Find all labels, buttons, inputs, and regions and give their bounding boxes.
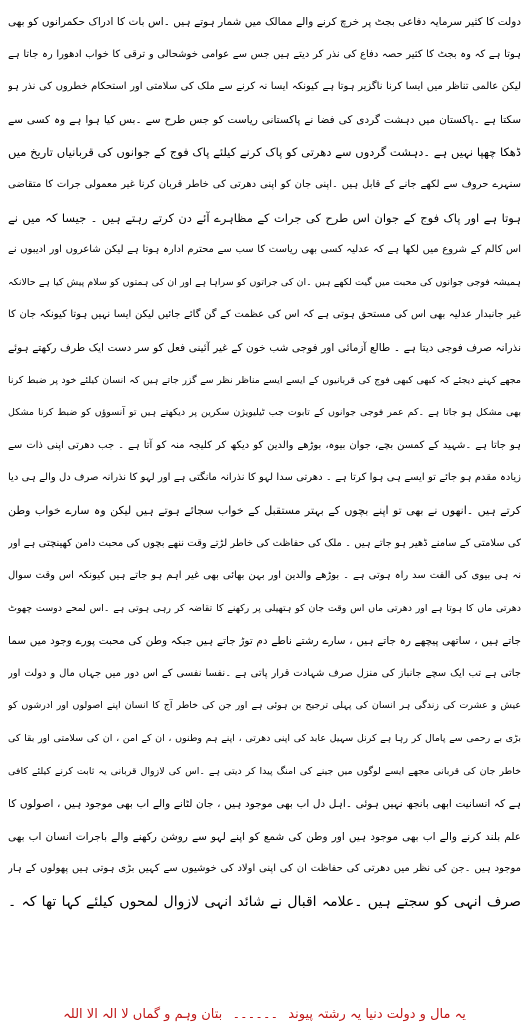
article-line: علم بلند کرنے والے اب بھی موجود ہیں اور وطن کی شمع کو اپنے لہو سے روشن رکھنے والے باجرات انسان اب بھی (8, 830, 521, 843)
article-line: ہے کہ انسانیت ابھی بانجھ نہیں ہوئی ۔اہل دل اب بھی موجود ہیں ، جان لٹانے والے اب بھی موجود ہیں ، اصولوں کا (8, 798, 521, 811)
article-line: ہو جاتا ہے ۔شہید کے کمسن بچے، جوان بیوہ، بوڑھے والدین کو دیکھ کر کلیجہ منہ کو آتا ہے ۔ جب دھرتی اپنی ذات سے (8, 439, 521, 451)
article-line: کرتے ہیں ۔انھوں نے بھی تو اپنے بچوں کے بہتر مستقبل کے خواب سجائے ہوتے ہیں لیکن وہ سارے خواب وطن (8, 503, 521, 517)
article-line: عیش و عشرت کی زندگی ہر انسان کی پہلی ترجیح بن ہوئی ہے اور جن کی خاطر آج کا انسان اپنے اصولوں اور ادرشوں کو (8, 700, 521, 712)
article-line: بھی مشکل ہو جاتا ہے ۔کم عمر فوجی جوانوں کے تابوت جب ٹیلیویژن سکرین پر دیکھتے ہیں تو آنسوؤں کو ضبط کرنا مشکل (8, 407, 521, 419)
article-line: سکتا ہے ۔پاکستان میں دہشت گردی کی فضا نے پاکستانی ریاست کو جس طرح سے ۔بس کیا ہوا ہے وہ کسی سے (8, 113, 521, 126)
article-line: دولت کا کثیر سرمایہ دفاعی بجٹ پر خرچ کرنے والے ممالک میں شمار ہوتے ہیں ۔اس بات کا ادراک حکمرانوں کو بھی (8, 16, 521, 28)
article-body (8, 6, 521, 919)
article-line: ڈھکا چھپا نہیں ہے ۔دہشت گردوں سے دھرتی کو پاک کرنے کیلئے پاک فوج کے جوانوں کی قربانیاں تاریخ میں (8, 145, 521, 160)
article-line: جاتے ہیں ، ساتھی پیچھے رہ جاتے ہیں ، سارے رشتے ناطے دم توڑ جاتے ہیں جبکہ وطن کی محبت پورے وجود میں سما (8, 635, 521, 648)
article-line: ہوتا ہے کہ وہ بجٹ کا کثیر حصہ دفاع کی نذر کر دیتے ہیں جس سے عوامی خوشحالی و ترقی کا خواب ادھورا رہ جاتا ہے (8, 48, 521, 60)
article-line: موجود ہیں ۔جن کی نظر میں دھرتی کی حفاظت ان کی اپنی اولاد کی خوشیوں سے کہیں بڑی ہوتی ہیں پھولوں کے ہار (8, 863, 521, 875)
verse-first-half: یہ مال و دولت دنیا یہ رشتہ پیوند (288, 1007, 466, 1022)
verse-second-half: بتان وہم و گماں لا الہ الا اللہ (63, 1007, 223, 1022)
article-line: صرف انہی کو سجتے ہیں ۔علامہ اقبال نے شائد انہی لازوال لمحوں کیلئے کہا تھا کہ ۔ (8, 894, 521, 911)
article-line: نہ ہی بیوی کی الفت سد راہ ہوتی ہے ۔ بوڑھے والدین اور بہن بھائی بھی غیر اہم ہو جاتے ہیں کیونکہ اس وقت سوال (8, 570, 521, 582)
article-line: ہوتا ہے اور پاک فوج کے جوان اس طرح کی جرات کے مظاہرے آئے دن کرتے رہتے ہیں ۔ جیسا کہ میں نے (8, 210, 521, 225)
article-line: مجھے کہنے دیجئے کہ کبھی کبھی فوج کی قربانیوں کے ایسے ایسے مناظر نظر سے گزر جاتے ہیں کہ انسان کیلئے خود پر ضبط کرنا (8, 374, 521, 386)
verse-separator: ۔۔۔۔۔۔ (232, 1007, 279, 1022)
article-line: دھرتی ماں کا ہوتا ہے اور دھرتی ماں اس وقت جان کو ہتھیلی پر رکھنے کا تقاضہ کر رہی ہوتی ہے ۔اس لمحے دوست چھوٹ (8, 602, 521, 614)
article-line: غیر جانبدار عدلیہ بھی اس کی مستحق ہوتی ہے کہ اس کی عظمت کے گن گائے جائیں لیکن ایسا نہیں ہوتا کیونکہ جان کا (8, 309, 521, 321)
article-line: نذرانہ صرف فوجی دیتا ہے ۔ طالع آزمائی اور فوجی شب خون کے غیر آئینی فعل کو سر دست ایک طرف رکھتے ہوئے (8, 341, 521, 354)
article-line: لیکن عالمی تناظر میں ایسا کرنا ناگزیر ہوتا ہے کیونکہ ایسا نہ کرنے سے ملک کی سلامتی اور استحکام خطروں کی نذر ہو (8, 81, 521, 93)
closing-verse (8, 1000, 521, 1030)
article-line: اس کالم کے شروع میں لکھا ہے کہ عدلیہ کسی بھی ریاست کا سب سے محترم ادارہ ہوتا ہے لیکن شاعروں اور ادیبوں نے (8, 244, 521, 256)
article-line: سنہرے حروف سے لکھے جانے کے قابل ہیں ۔اپنی جان کو اپنی دھرتی کی خاطر قربان کرنا غیر معمولی جرات کا متقاضی (8, 178, 521, 190)
article-line: کی سلامتی کے سامنے ڈھیر ہو جاتے ہیں ۔ ملک کی حفاظت کی خاطر لڑتے وقت ننھے بچوں کی محبت دامن کھینچتی ہے اور (8, 537, 521, 549)
article-line: بڑی بے رحمی سے پامال کر رہا ہے کرنل سہیل عابد کی اپنی دھرتی ، اپنے ہم وطنوں ، ان کے امن ، ان کی سلامتی اور بقا کی (8, 733, 521, 745)
article-line: جاتی ہے تب ایک سچے جانباز کی منزل صرف شہادت قرار پاتی ہے ۔نفسا نفسی کے اس دور میں جہاں مال و دولت اور (8, 667, 521, 679)
article-line: ہمیشہ فوجی جوانوں کی محبت میں گیت لکھے ہیں ۔ان کی جراتوں کو سراہا ہے اور ان کی ہمتوں کو سلام پیش کیا ہے حالانکہ (8, 276, 521, 288)
article-line: زیادہ مقدم ہو جائے تو ایسے ہی ہوا کرتا ہے ۔ دھرتی سدا لہو کا نذرانہ مانگتی ہے اور لہو کا نذرانہ صرف دل والے ہی دیا (8, 472, 521, 484)
article-line: خاطر جان کی قربانی مجھے ایسے لوگوں میں جینے کی امنگ پیدا کر دیتی ہے ۔اس کی لازوال قربانی یہ ثابت کرنے کیلئے کافی (8, 765, 521, 777)
